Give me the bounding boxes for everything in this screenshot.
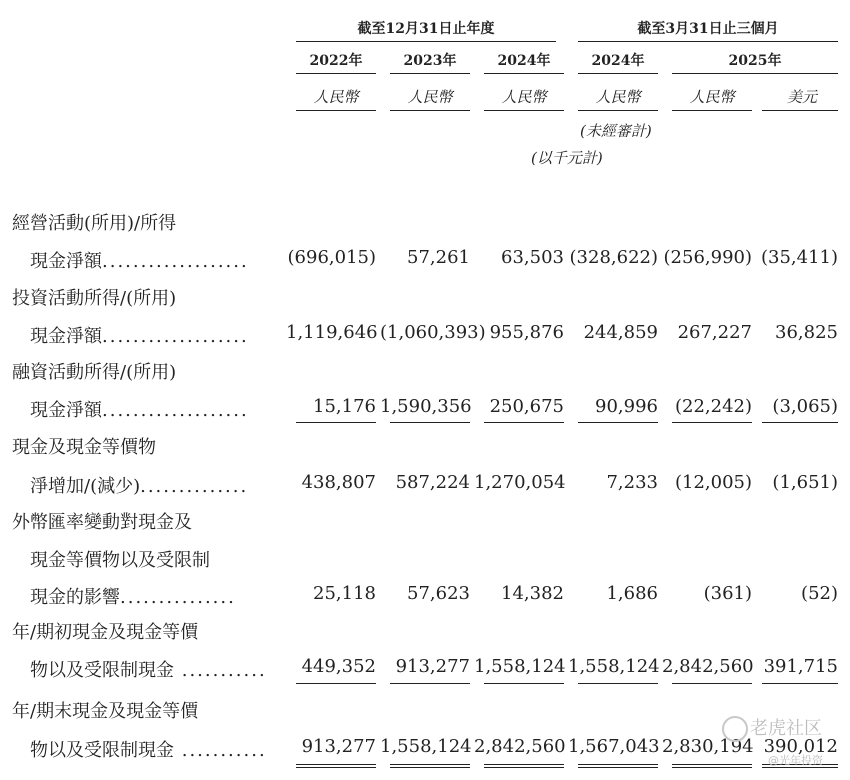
table-cell: 913,277 [395,656,470,677]
table-cell: 438,807 [301,472,376,493]
table-cell: 267,227 [677,322,752,343]
table-cell: 36,825 [775,322,838,343]
row-label-closing-cash: 年/期末現金及現金等價 [12,701,199,722]
table-cell: 2,830,194 [662,736,754,757]
table-cell: 1,590,356 [380,396,472,417]
currency-rule [484,110,564,111]
table-cell: (696,015) [287,247,376,268]
subtotal-rule [672,422,752,423]
subtotal-rule [578,422,658,423]
table-cell: (12,005) [674,472,752,493]
table-cell: (3,065) [772,396,838,417]
table-cell: 14,382 [501,583,564,604]
table-cell: 1,270,054 [474,472,566,493]
table-cell: (1,060,393) [380,322,486,343]
row-label-opening-cash: 年/期初現金及現金等價 [12,622,199,643]
column-year: 2023年 [403,53,457,69]
watermark-handle: @光年投资 [768,754,823,767]
subtotal-rule [672,683,752,684]
table-cell: 15,176 [313,396,376,417]
table-cell: 250,675 [489,396,564,417]
table-cell: 449,352 [301,656,376,677]
unaudited-note: (未經審計) [580,122,652,140]
currency-rule [762,110,838,111]
row-label-operating: 經營活動(所用)/所得 [12,213,177,234]
year-rule [296,73,376,74]
table-cell: 25,118 [313,583,376,604]
table-cell: 391,715 [763,656,838,677]
row-label-net-change: 現金及現金等價物 [12,437,156,458]
column-currency: 人民幣 [689,88,735,106]
row-label-net-change-cont: 淨增加/(減少).............. [30,476,249,497]
table-cell: (52) [801,583,838,604]
table-cell: 1,558,124 [568,656,660,677]
year-rule [484,73,564,74]
column-currency: 人民幣 [501,88,547,106]
group-rule-quarter [578,41,838,42]
currency-rule [578,110,658,111]
watermark-text: 老虎社区 [750,718,822,739]
table-cell: (328,622) [569,247,658,268]
column-currency: 人民幣 [595,88,641,106]
subtotal-rule [762,422,838,423]
table-cell: 1,558,124 [474,656,566,677]
group-rule-fiscal-year [296,41,556,42]
table-cell: 1,119,646 [286,322,378,343]
table-cell: 2,842,560 [662,656,754,677]
row-label-opening-cash-cont: 物以及受限制現金 ........... [30,660,267,681]
table-cell: (256,990) [663,247,752,268]
table-cell: 90,996 [595,396,658,417]
unit-note: (以千元計) [531,149,603,167]
watermark-logo-icon [722,716,748,742]
currency-rule [390,110,470,111]
row-label-investing: 投資活動所得/(所用) [12,288,177,309]
subtotal-rule [296,422,376,423]
currency-rule [296,110,376,111]
table-cell: (1,651) [772,472,838,493]
total-double-rule [484,764,564,768]
group-header-quarter: 截至3月31日止三個月 [637,21,779,37]
row-label-fx-effect-cont: 現金的影響............... [30,587,236,608]
subtotal-rule [484,683,564,684]
group-header-fiscal-year: 截至12月31日止年度 [357,21,495,37]
row-label-fx-effect: 外幣匯率變動對現金及 [12,512,192,533]
total-double-rule [672,764,752,768]
column-currency: 美元 [786,88,817,106]
total-double-rule [578,764,658,768]
column-currency: 人民幣 [407,88,453,106]
table-cell: 1,558,124 [380,736,472,757]
table-cell: 57,261 [407,247,470,268]
table-cell: 7,233 [606,472,658,493]
table-cell: 57,623 [407,583,470,604]
column-year: 2024年 [591,53,645,69]
row-label-closing-cash-cont: 物以及受限制現金 ........... [30,740,267,761]
table-cell: 587,224 [395,472,470,493]
row-label-fx-effect-cont: 現金等價物以及受限制 [30,550,210,571]
table-cell: 63,503 [501,247,564,268]
subtotal-rule [578,683,658,684]
table-cell: 955,876 [489,322,564,343]
year-rule [578,73,658,74]
column-year-2025: 2025年 [728,53,782,69]
subtotal-rule [762,683,838,684]
total-double-rule [296,764,376,768]
table-cell: 913,277 [301,736,376,757]
column-year: 2022年 [309,53,363,69]
table-cell: (22,242) [674,396,752,417]
year-rule [390,73,470,74]
row-label-investing-cont: 現金淨額................... [30,326,249,347]
table-cell: (361) [703,583,752,604]
row-label-operating-cont: 現金淨額................... [30,251,249,272]
subtotal-rule [484,422,564,423]
column-currency: 人民幣 [313,88,359,106]
column-year: 2024年 [497,53,551,69]
currency-rule [672,110,752,111]
table-cell: 244,859 [583,322,658,343]
table-cell: 1,686 [606,583,658,604]
table-cell: 390,012 [763,736,838,757]
year-rule-2025 [672,73,838,74]
subtotal-rule [296,683,376,684]
subtotal-rule [390,422,470,423]
row-label-financing-cont: 現金淨額................... [30,400,249,421]
subtotal-rule [390,683,470,684]
table-cell: 1,567,043 [568,736,660,757]
table-cell: (35,411) [760,247,838,268]
row-label-financing: 融資活動所得/(所用) [12,362,177,383]
total-double-rule [390,764,470,768]
table-cell: 2,842,560 [474,736,566,757]
